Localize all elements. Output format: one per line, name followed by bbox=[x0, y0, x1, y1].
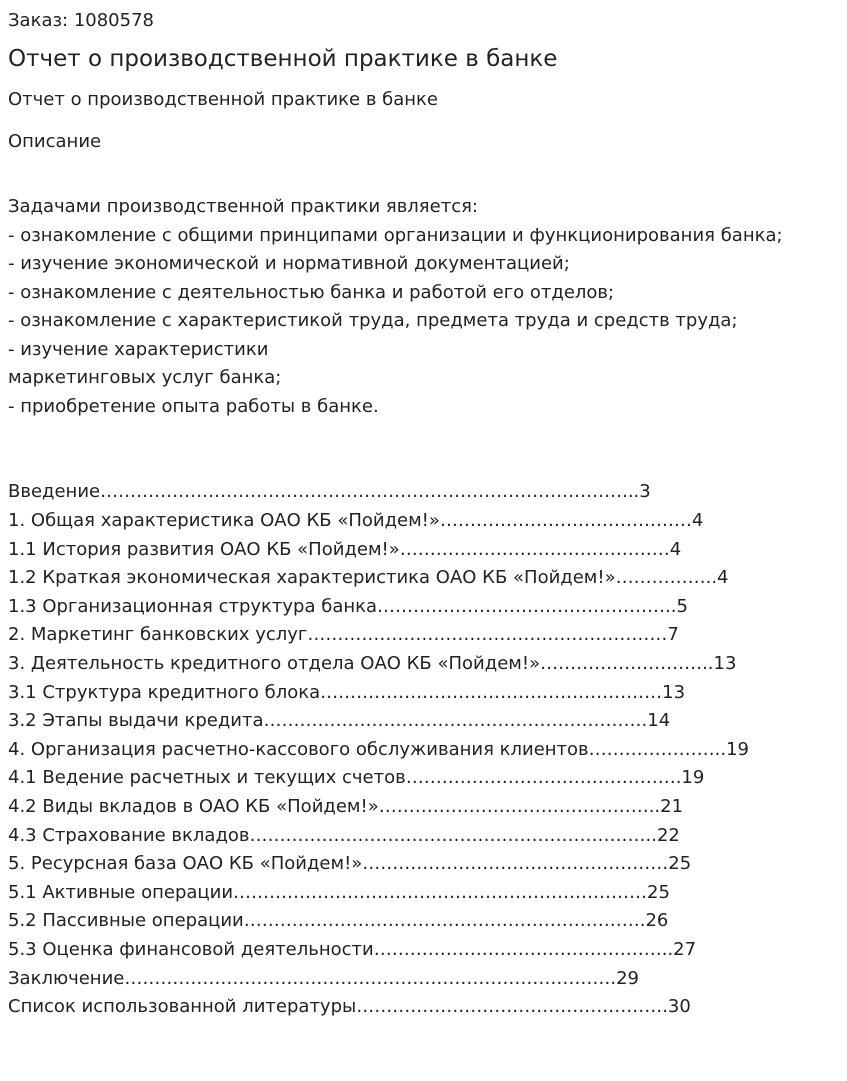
page-subtitle: Отчет о производственной практике в банке bbox=[8, 89, 439, 111]
toc-item: 4.3 Страхование вкладов…………………………………………………………..22 bbox=[8, 824, 680, 846]
toc-item: Список использованной литературы…………………………………………….30 bbox=[8, 996, 691, 1018]
toc-item: Заключение……………………………………………………………………….29 bbox=[8, 967, 639, 989]
toc-item: 1. Общая характеристика ОАО КБ «Пойдем!»……………………………………4 bbox=[8, 510, 704, 531]
toc-item: 1.1 История развития ОАО КБ «Пойдем!»………………………………………4 bbox=[8, 538, 682, 560]
order-number: Заказ: 1080578 bbox=[8, 10, 154, 31]
description-line: - ознакомление с общими принципами организации и функционирования банка; bbox=[8, 224, 783, 246]
document-page bbox=[8, 0, 843, 1022]
description-line: Задачами производственной практики является: bbox=[8, 196, 478, 218]
description-block bbox=[8, 193, 843, 421]
toc-item: 4. Организация расчетно-кассового обслуживания клиентов…………………..19 bbox=[8, 738, 749, 760]
toc-item: 4.2 Виды вкладов в ОАО КБ «Пойдем!»………………………………………..21 bbox=[8, 795, 684, 817]
toc-item: 1.2 Краткая экономическая характеристика ОАО КБ «Пойдем!»……………..4 bbox=[8, 567, 729, 589]
toc-item: 3.2 Этапы выдачи кредита……………………………………………………….14 bbox=[8, 710, 671, 732]
toc-item: 5.2 Пассивные операции………………………………………………………….26 bbox=[8, 910, 669, 932]
toc-item: 3.1 Структура кредитного блока…………………………………………………13 bbox=[8, 681, 686, 703]
toc-item: 1.3 Организационная структура банка…………………………………………..5 bbox=[8, 595, 688, 617]
table-of-contents bbox=[8, 478, 843, 1021]
description-heading: Описание bbox=[8, 131, 102, 153]
toc-item: 3. Деятельность кредитного отдела ОАО КБ «Пойдем!»………………………..13 bbox=[8, 652, 737, 674]
description-line: - изучение экономической и нормативной документацией; bbox=[8, 253, 570, 275]
description-line: - ознакомление с деятельностью банка и работой его отделов; bbox=[8, 281, 615, 303]
toc-item: 4.1 Ведение расчетных и текущих счетов……………………………………….19 bbox=[8, 767, 705, 789]
description-line: - приобретение опыта работы в банке. bbox=[8, 395, 379, 417]
description-line: - ознакомление с характеристикой труда, предмета труда и средств труда; bbox=[8, 310, 738, 332]
page-title: Отчет о производственной практике в банке bbox=[8, 46, 558, 72]
toc-item: 5.1 Активные операции……………………………………………………………25 bbox=[8, 881, 670, 903]
toc-item: 5.3 Оценка финансовой деятельности…………………………………………..27 bbox=[8, 938, 697, 960]
toc-item: 2. Маркетинг банковских услуг……………………………………………………7 bbox=[8, 624, 679, 646]
toc-item: Введение……………………………………………………………………………...3 bbox=[8, 481, 651, 503]
description-line: маркетинговых услуг банка; bbox=[8, 367, 282, 389]
description-line: - изучение характеристики bbox=[8, 338, 269, 360]
toc-item: 5. Ресурсная база ОАО КБ «Пойдем!»……………………………………………25 bbox=[8, 853, 692, 875]
